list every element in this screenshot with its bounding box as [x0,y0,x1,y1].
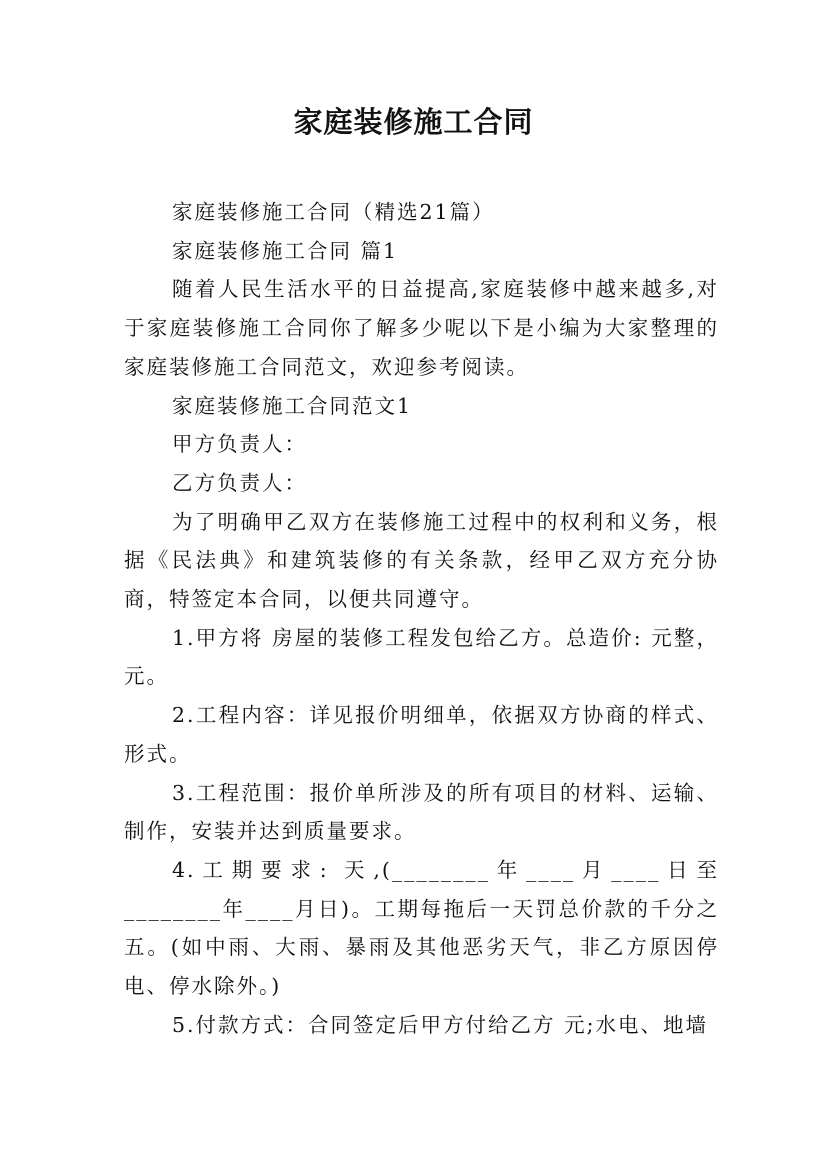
clause-1: 1.甲方将 房屋的装修工程发包给乙方。总造价: 元整，元。 [124,625,719,689]
clause-2: 2.工程内容：详见报价明细单，依据双方协商的样式、形式。 [124,703,719,766]
paragraph-intro: 随着人民生活水平的日益提高,家庭装修中越来越多,对于家庭装修施工合同你了解多少呢以下是小编为大家整理的家庭装修施工合同范文，欢迎参考阅读。 [124,277,719,379]
clause-4: 4.工期要求: 天,(________年____月____日至________年____月日)。工期每拖后一天罚总价款的千分之五。(如中雨、大雨、暴雨及其他恶劣天气，非乙方原因停电、停水除外。) [124,857,719,999]
paragraph-section-heading: 家庭装修施工合同 篇1 [172,238,399,263]
paragraph-sample-heading: 家庭装修施工合同范文1 [172,393,413,418]
paragraph-preamble: 为了明确甲乙双方在装修施工过程中的权利和义务，根据《民法典》和建筑装修的有关条款，经甲乙双方充分协商，特签定本合同，以便共同遵守。 [124,509,719,612]
paragraph-party-a: 甲方负责人： [172,432,307,457]
paragraph-subtitle: 家庭装修施工合同（精选21篇） [172,200,495,224]
paragraph-party-b: 乙方负责人： [172,470,307,495]
clause-3: 3.工程范围：报价单所涉及的所有项目的材料、运输、制作，安装并达到质量要求。 [124,780,719,844]
document-title: 家庭装修施工合同 [293,105,534,139]
clause-5: 5.付款方式：合同签定后甲方付给乙方 元;水电、地墙 [172,1012,708,1037]
document-body [124,193,719,1044]
